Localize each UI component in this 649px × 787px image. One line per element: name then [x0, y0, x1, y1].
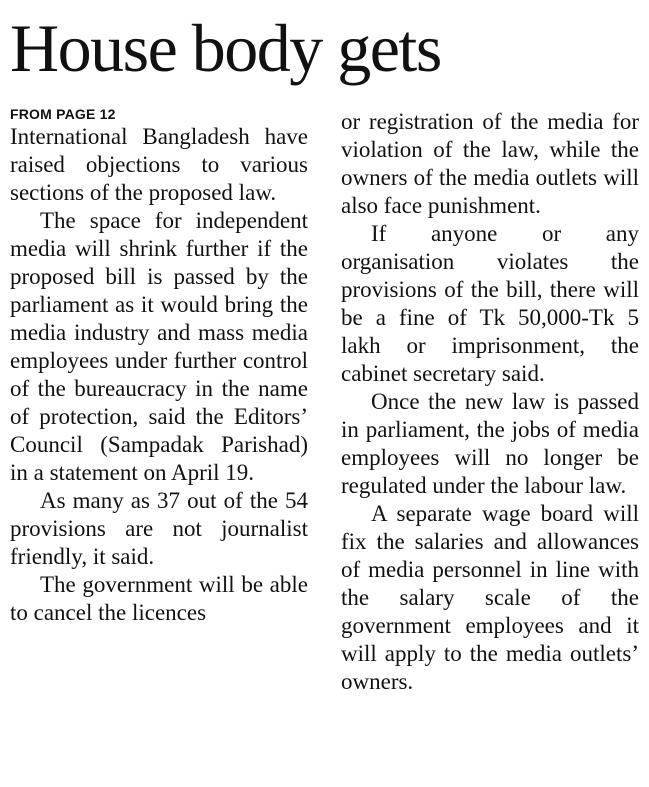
paragraph: The space for independent media will shrink further if the proposed bill is passed by the parliament as it would bring the media industry and mass media employees under further control of the bureaucracy in the name of protection, said the Editors’ Council (Sampadak Parishad) in a statement on April 19. — [10, 208, 308, 485]
jump-line: FROM PAGE 12 — [10, 106, 116, 122]
article-column-right — [341, 108, 639, 696]
paragraph: The government will be able to cancel the licences — [10, 572, 308, 625]
paragraph: Once the new law is passed in parliament, the jobs of media employees will no longer be regulated under the labour law. — [341, 389, 639, 498]
paragraph: A separate wage board will fix the salaries and allowances of media personnel in line with the salary scale of the government employees and it will apply to the media outlets’ owners. — [341, 501, 639, 694]
article-column-left — [10, 106, 308, 627]
paragraph: As many as 37 out of the 54 provisions are not journalist friendly, it said. — [10, 488, 308, 569]
headline: House body gets — [10, 10, 441, 86]
paragraph: or registration of the media for violation of the law, while the owners of the media outlets will also face punishment. — [341, 109, 639, 218]
paragraph: International Bangladesh have raised objections to various sections of the proposed law. — [10, 124, 308, 205]
paragraph: If anyone or any organisation violates the provisions of the bill, there will be a fine of Tk 50,000-Tk 5 lakh or imprisonment, the cabinet secretary said. — [341, 221, 639, 386]
